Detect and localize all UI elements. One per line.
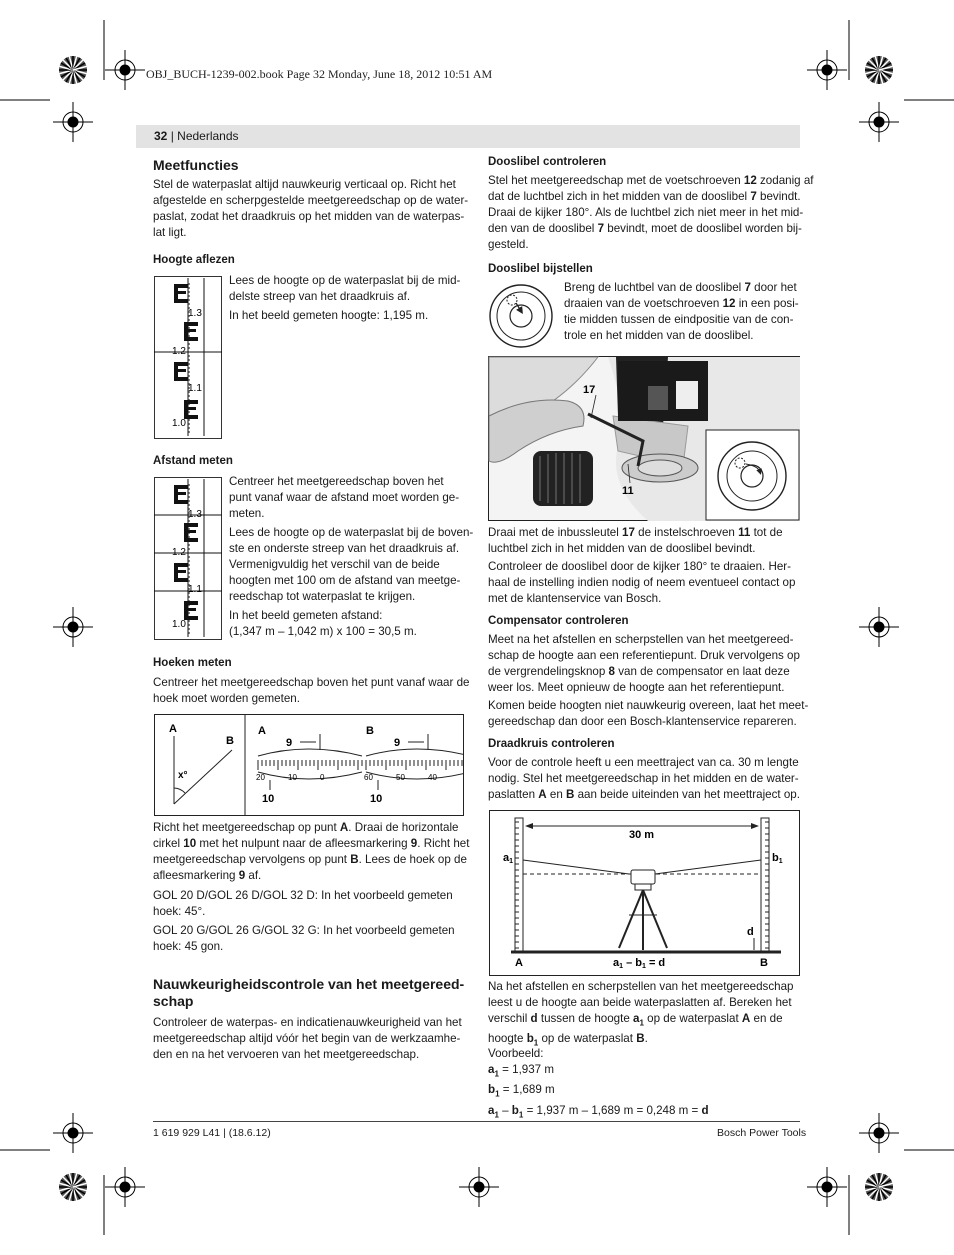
text-line: luchtbel zich in het midden van de dooslibel bevindt. <box>488 542 756 555</box>
subtitle-compensator: Compensator controleren <box>488 615 629 627</box>
text-line: ste en onderste streep van het draadkruis af. <box>229 542 460 555</box>
staff-label: 1.0 <box>172 619 186 630</box>
text-line: Stel de waterpaslat altijd nauwkeurig verticaal op. Richt het <box>153 178 456 191</box>
text-line: Draai met de inbussleutel 17 de instelschroeven 11 tot de <box>488 526 783 539</box>
fig-label-d: d <box>747 926 754 938</box>
dial-tick-label: 20 <box>256 773 265 782</box>
text-line: meetgereedschap altijd vóór het begin van de werkzaamhe- <box>153 1032 461 1045</box>
levelling-staff-figure-2 <box>154 477 222 640</box>
text-line: hoek moet worden gemeten. <box>153 692 300 705</box>
text-line: Breng de luchtbel van de dooslibel 7 door het <box>564 281 797 294</box>
photo-label-17: 17 <box>583 384 596 396</box>
text-line: meten. <box>229 507 265 520</box>
staff-mark <box>174 299 188 303</box>
text-line: $a_1 = 1,937$ m <box>488 1063 555 1079</box>
file-info: OBJ_BUCH-1239-002.book Page 32 Monday, June 18, 2012 10:51 AM <box>146 67 493 81</box>
text-line: den van de dooslibel 7 bevindt, moet de dooslibel worden bij- <box>488 222 802 235</box>
hoogte-paragraph <box>229 273 460 305</box>
fig-label-b1: b1 <box>772 852 783 865</box>
staff-mark <box>174 578 188 582</box>
staff-label: 1.3 <box>188 308 202 319</box>
staff-mark <box>174 500 188 504</box>
dial-tick-label: 40 <box>428 773 437 782</box>
subtitle-dooslibel-bijstellen: Dooslibel bijstellen <box>488 263 593 275</box>
text-line: Meet na het afstellen en scherpstellen van het meetgereed- <box>488 633 794 646</box>
text-line: GOL 20 D/GOL 26 D/GOL 32 D: In het voorbeeld gemeten <box>153 889 453 902</box>
staff-a <box>515 818 523 952</box>
title-line: Nauwkeurigheidscontrole van het meetgereed- <box>153 976 465 992</box>
text-line: $a_1 - b_1 = 1,937$ m – 1,689 m = 0,248 m = d <box>488 1103 709 1119</box>
circular-level-icon <box>488 283 554 349</box>
angle-measurement-figure <box>154 714 464 816</box>
inbus-paragraph <box>488 525 783 557</box>
text-line: Centreer het meetgereedschap boven het punt vanaf waar de <box>153 676 470 689</box>
staff-mark <box>184 337 198 341</box>
text-line: reedschap tot waterpaslat te krijgen. <box>229 590 416 603</box>
hoogte-result: In het beeld gemeten hoogte: 1,195 m. <box>229 309 429 322</box>
text-line: Lees de hoogte op de waterpaslat bij de mid- <box>229 274 461 287</box>
staff-mark <box>184 616 198 620</box>
meetfuncties-paragraph <box>153 177 468 241</box>
text-line: cirkel 10 met het nulpunt naar de afleesmarkering 9. Richt het <box>153 837 470 850</box>
dial-label-10: 10 <box>262 793 275 805</box>
subtitle-dooslibel-controleren: Dooslibel controleren <box>488 156 607 168</box>
staff-label: 1.2 <box>172 547 186 558</box>
text-line: de vergrendelingsknop 8 van de compensator en laat deze <box>488 665 790 678</box>
dial-label-10: 10 <box>370 793 383 805</box>
text-line: gereedschap dan door een Bosch-klantenservice repareren. <box>488 715 797 728</box>
registration-dot <box>68 117 78 127</box>
footer-right: Bosch Power Tools <box>717 1127 807 1139</box>
section-title-meetfuncties: Meetfuncties <box>153 157 239 173</box>
dial-tick-label: 50 <box>396 773 405 782</box>
gol-g-paragraph <box>153 923 455 955</box>
staff-mark <box>174 570 186 573</box>
instrument <box>631 870 655 884</box>
hoeken-paragraph <box>153 820 469 884</box>
dial-tick-label: 10 <box>288 773 297 782</box>
crosshair-check-figure <box>489 810 800 976</box>
fig-distance: 30 m <box>629 829 655 841</box>
text-line: punt vanaf waar de afstand moet worden ge- <box>229 491 460 504</box>
staff-mark <box>174 377 188 381</box>
registration-dot <box>874 622 884 632</box>
subtitle-draadkruis: Draadkruis controleren <box>488 738 615 750</box>
subtitle-hoogte: Hoogte aflezen <box>153 254 235 266</box>
text-line: GOL 20 G/GOL 26 G/GOL 32 G: In het voorbeeld gemeten <box>153 924 455 937</box>
subtitle-hoeken: Hoeken meten <box>153 657 232 669</box>
afstand-paragraph-3 <box>229 608 417 640</box>
instrument-base <box>635 884 651 890</box>
staff-mark <box>174 369 186 372</box>
section-title-nauwkeurigheid <box>153 976 464 1010</box>
registration-dot <box>822 1182 832 1192</box>
registration-dot <box>68 1128 78 1138</box>
photo-label-11: 11 <box>622 485 634 497</box>
angle-label-a: A <box>169 723 177 735</box>
text-line: hoogten met 100 om de afstand van meetge- <box>229 574 461 587</box>
compensator-paragraph <box>488 632 800 696</box>
text-line: Stel het meetgereedschap met de voetschroeven 12 zodanig af <box>488 174 814 187</box>
text-line: leest u de hoogte aan beide waterpaslatten af. Bereken het <box>488 996 792 1009</box>
text-line: In het beeld gemeten afstand: <box>229 609 383 622</box>
dial-tick-label: 0 <box>320 773 325 782</box>
text-line: paslatten A en B aan beide uiteinden van het meettraject op. <box>488 788 800 801</box>
header-language: Nederlands <box>177 129 239 143</box>
registration-dot <box>874 117 884 127</box>
text-line: Na het afstellen en scherpstellen van het meetgereedschap <box>488 980 794 993</box>
text-line: tie midden tussen de eindpositie van de con- <box>564 313 794 326</box>
adjustment-photo-figure <box>488 356 800 521</box>
staff-b <box>761 818 769 952</box>
text-line: afgestelde en scherpgestelde meetgereedschap op de water- <box>153 194 469 207</box>
page-header <box>136 125 800 148</box>
registration-dot <box>474 1182 484 1192</box>
levelling-staff-figure-1 <box>154 276 222 439</box>
text-line: gesteld. <box>488 238 529 251</box>
text-line: haal de instelling indien nodig of neem eventueel contact op <box>488 576 796 589</box>
text-line: lat ligt. <box>153 226 187 239</box>
title-line: schap <box>153 993 194 1009</box>
example-block <box>488 1046 709 1123</box>
registration-dot <box>120 1182 130 1192</box>
text-line: Komen beide hoogten niet nauwkeurig overeen, laat het meet- <box>488 699 809 712</box>
angle-label-x: x° <box>178 770 188 781</box>
text-line: Lees de hoogte op de waterpaslat bij de boven- <box>229 526 474 539</box>
afstand-paragraph-2 <box>229 525 473 605</box>
text-line: Draai de kijker 180°. Als de luchtbel zich niet meer in het mid- <box>488 206 804 219</box>
staff-label: 1.2 <box>172 346 186 357</box>
registration-dot <box>68 622 78 632</box>
text-line: hoek: 45 gon. <box>153 940 224 953</box>
dial-label-9: 9 <box>394 737 401 749</box>
dooslibel-controleren-paragraph <box>488 173 814 253</box>
page-number: 32 <box>154 129 168 143</box>
text-line: schap de hoogte aan een referentiepunt. Druk vervolgens op <box>488 649 800 662</box>
text-line: Richt het meetgereedschap op punt A. Draai de horizontale <box>153 821 459 834</box>
text-line: met de klantenservice van Bosch. <box>488 592 662 605</box>
registration-dot <box>874 1128 884 1138</box>
text-line: verschil d tussen de hoogte $a_1$ op de waterpaslat A en de <box>488 1012 783 1028</box>
text-line: delste streep van het draadkruis af. <box>229 290 411 303</box>
controleer-paragraph <box>488 559 795 607</box>
nauwkeurigheid-paragraph <box>153 1015 462 1063</box>
footer-left: 1 619 929 L41 | (18.6.12) <box>153 1127 271 1139</box>
text-line: paslat, zodat het draadkruis op het midden van de waterpas- <box>153 210 465 223</box>
text-line: den en na het vervoeren van het meetgereedschap. <box>153 1048 420 1061</box>
text-line: hoogte $b_1$ op de waterpaslat B. <box>488 1032 648 1048</box>
result-paragraph <box>488 979 794 1052</box>
compensator-paragraph-2 <box>488 698 808 730</box>
text-line: Voor de controle heeft u een meettraject van ca. 30 m lengte <box>488 756 799 769</box>
staff-mark <box>184 538 198 542</box>
staff-mark <box>174 291 186 294</box>
draadkruis-paragraph <box>488 755 800 803</box>
staff-mark <box>184 415 198 419</box>
staff-label: 1.0 <box>172 418 186 429</box>
registration-dot <box>822 65 832 75</box>
footer-rule <box>153 1121 800 1122</box>
fig-label-a1: a1 <box>503 852 514 865</box>
header-separator: | <box>167 129 178 143</box>
text-line: (1,347 m – 1,042 m) x 100 = 30,5 m. <box>229 625 417 638</box>
dooslibel-bijstellen-paragraph <box>564 280 799 344</box>
gol-d-paragraph <box>153 888 453 920</box>
staff-label: 1.3 <box>188 509 202 520</box>
text-line: trole en het midden van de dooslibel. <box>564 329 754 342</box>
text-line: Centreer het meetgereedschap boven het <box>229 475 444 488</box>
text-line: Vermenigvuldig het verschil van de beide <box>229 558 440 571</box>
text-line: Voorbeeld: <box>488 1047 544 1060</box>
text-line: hoek: 45°. <box>153 905 206 918</box>
text-line: meetgereedschap vervolgens op punt B. Lees de hoek op de <box>153 853 467 866</box>
subtitle-afstand: Afstand meten <box>153 455 233 467</box>
dial-tick-label: 60 <box>364 773 373 782</box>
text-line: nodig. Stel het meetgereedschap in het midden en de water- <box>488 772 799 785</box>
dial-label-point: B <box>366 725 374 737</box>
hoeken-intro <box>153 675 469 707</box>
registration-dot <box>120 65 130 75</box>
text-line: weer los. Meet opnieuw de hoogte aan het referentiepunt. <box>488 681 785 694</box>
fig-label-A: A <box>515 957 523 969</box>
dial-label-9: 9 <box>286 737 293 749</box>
staff-label: 1.1 <box>188 584 202 595</box>
text-line: Controleer de waterpas- en indicatienauwkeurigheid van het <box>153 1016 462 1029</box>
angle-label-b: B <box>226 735 234 747</box>
dial-label-point: A <box>258 725 266 737</box>
text-line: Controleer de dooslibel door de kijker 180° te draaien. Her- <box>488 560 792 573</box>
text-line: dat de luchtbel zich in het midden van de dooslibel 7 bevindt. <box>488 190 801 203</box>
afstand-paragraph-1 <box>229 474 459 522</box>
text-line: draaien van de voetschroeven 12 in een posi- <box>564 297 799 310</box>
staff-label: 1.1 <box>188 383 202 394</box>
fig-formula: a1 – b1 = d <box>613 957 666 970</box>
fig-label-B: B <box>760 957 768 969</box>
text-line: $b_1 = 1,689$ m <box>488 1083 555 1099</box>
staff-mark <box>174 492 186 495</box>
text-line: afleesmarkering 9 af. <box>153 869 262 882</box>
